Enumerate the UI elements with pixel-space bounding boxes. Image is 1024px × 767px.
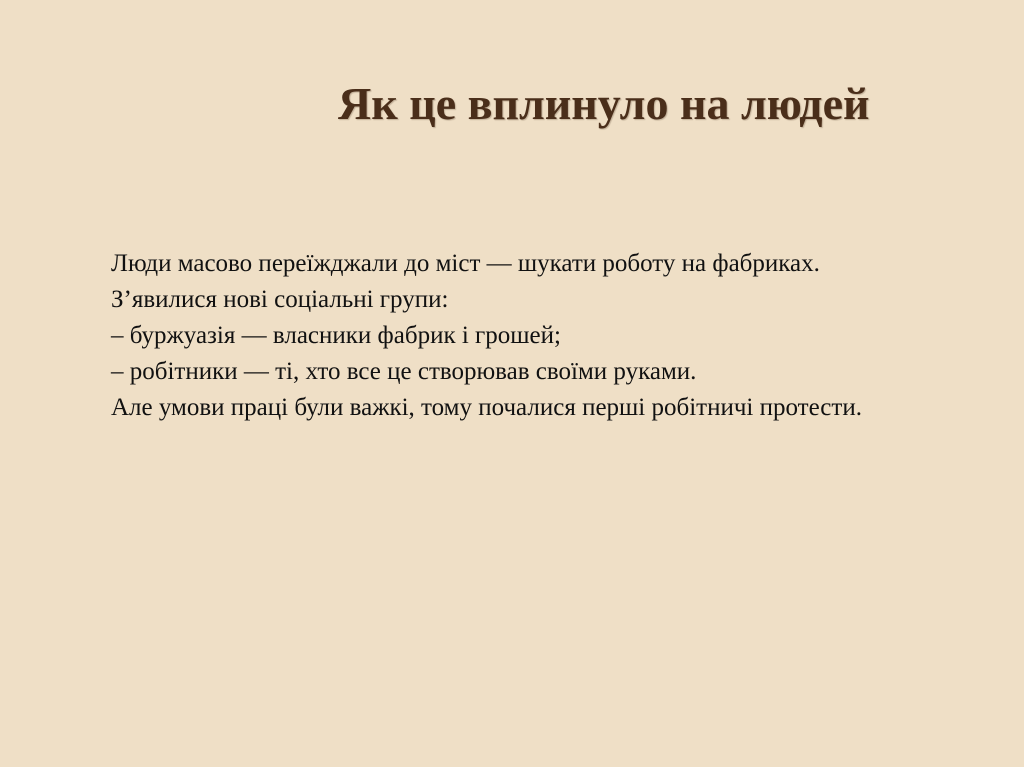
body-line: – робітники — ті, хто все це створював своїми руками. — [111, 358, 697, 385]
body-line: – буржуазія — власники фабрик і грошей; — [111, 322, 561, 349]
body-line: З’явилися нові соціальні групи: — [111, 286, 449, 313]
slide-title: Як це вплинуло на людей — [338, 78, 870, 129]
body-line: Люди масово переїжджали до міст — шукати роботу на фабриках. — [111, 250, 820, 277]
body-line: Але умови праці були важкі, тому почалися перші робітничі протести. — [111, 394, 862, 421]
slide-body — [111, 246, 862, 426]
